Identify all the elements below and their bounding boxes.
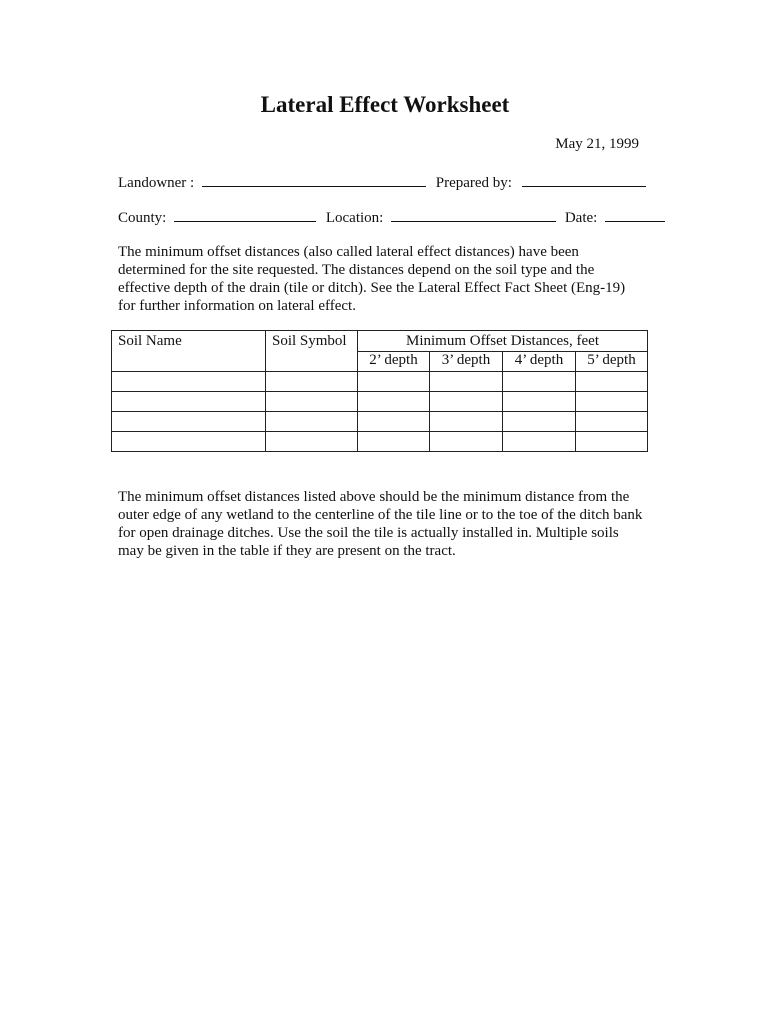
intro-line: for further information on lateral effect. [118,298,356,314]
county-label: County: [118,210,167,226]
depth-2-cell[interactable] [358,372,430,392]
location-field[interactable] [391,207,556,222]
table-row [112,372,648,392]
closing-line: may be given in the table if they are present on the tract. [118,543,456,559]
table-row [112,432,648,452]
closing-line: outer edge of any wetland to the centerline of the tile line or to the toe of the ditch bank [118,507,643,523]
depth-2-cell[interactable] [358,412,430,432]
offset-distance-table [111,330,648,452]
location-label: Location: [325,210,384,226]
document-date: May 21, 1999 [555,136,639,152]
landowner-field[interactable] [202,172,426,187]
depth-2-cell[interactable] [358,432,430,452]
soil-symbol-cell[interactable] [266,412,358,432]
depth-3-cell[interactable] [430,412,503,432]
col-header-depth-2: 2’ depth [358,352,430,372]
soil-name-cell[interactable] [112,432,266,452]
closing-paragraph [118,488,648,560]
depth-3-cell[interactable] [430,392,503,412]
depth-3-cell[interactable] [430,432,503,452]
depth-5-cell[interactable] [576,412,648,432]
soil-symbol-cell[interactable] [266,432,358,452]
soil-symbol-cell[interactable] [266,392,358,412]
depth-2-cell[interactable] [358,392,430,412]
depth-5-cell[interactable] [576,432,648,452]
intro-line: determined for the site requested. The distances depend on the soil type and the [118,262,595,278]
intro-line: effective depth of the drain (tile or ditch). See the Lateral Effect Fact Sheet (Eng-19) [118,280,626,296]
col-header-offset-group: Minimum Offset Distances, feet [358,331,648,352]
soil-name-cell[interactable] [112,372,266,392]
col-header-soil-name: Soil Name [112,331,266,372]
depth-5-cell[interactable] [576,372,648,392]
table-row [112,412,648,432]
page-title: Lateral Effect Worksheet [260,92,510,117]
table-row [112,392,648,412]
depth-4-cell[interactable] [503,432,576,452]
date-label: Date: [564,210,598,226]
intro-line: The minimum offset distances (also called lateral effect distances) have been [118,244,579,260]
closing-line: The minimum offset distances listed above should be the minimum distance from the [118,489,630,505]
depth-4-cell[interactable] [503,412,576,432]
col-header-soil-symbol: Soil Symbol [266,331,358,372]
landowner-row [118,172,646,192]
soil-name-cell[interactable] [112,412,266,432]
table-header-row [112,331,648,352]
county-field[interactable] [174,207,316,222]
depth-3-cell[interactable] [430,372,503,392]
soil-name-cell[interactable] [112,392,266,412]
date-field[interactable] [605,207,665,222]
closing-line: for open drainage ditches. Use the soil the tile is actually installed in. Multiple soils [118,525,619,541]
prepared-by-label: Prepared by: [435,175,512,191]
col-header-depth-3: 3’ depth [430,352,503,372]
landowner-label: Landowner : [118,175,195,191]
depth-5-cell[interactable] [576,392,648,412]
depth-4-cell[interactable] [503,392,576,412]
intro-paragraph [118,243,648,315]
soil-symbol-cell[interactable] [266,372,358,392]
depth-4-cell[interactable] [503,372,576,392]
col-header-depth-4: 4’ depth [503,352,576,372]
county-row [118,207,665,227]
prepared-by-field[interactable] [522,172,646,187]
col-header-depth-5: 5’ depth [576,352,648,372]
